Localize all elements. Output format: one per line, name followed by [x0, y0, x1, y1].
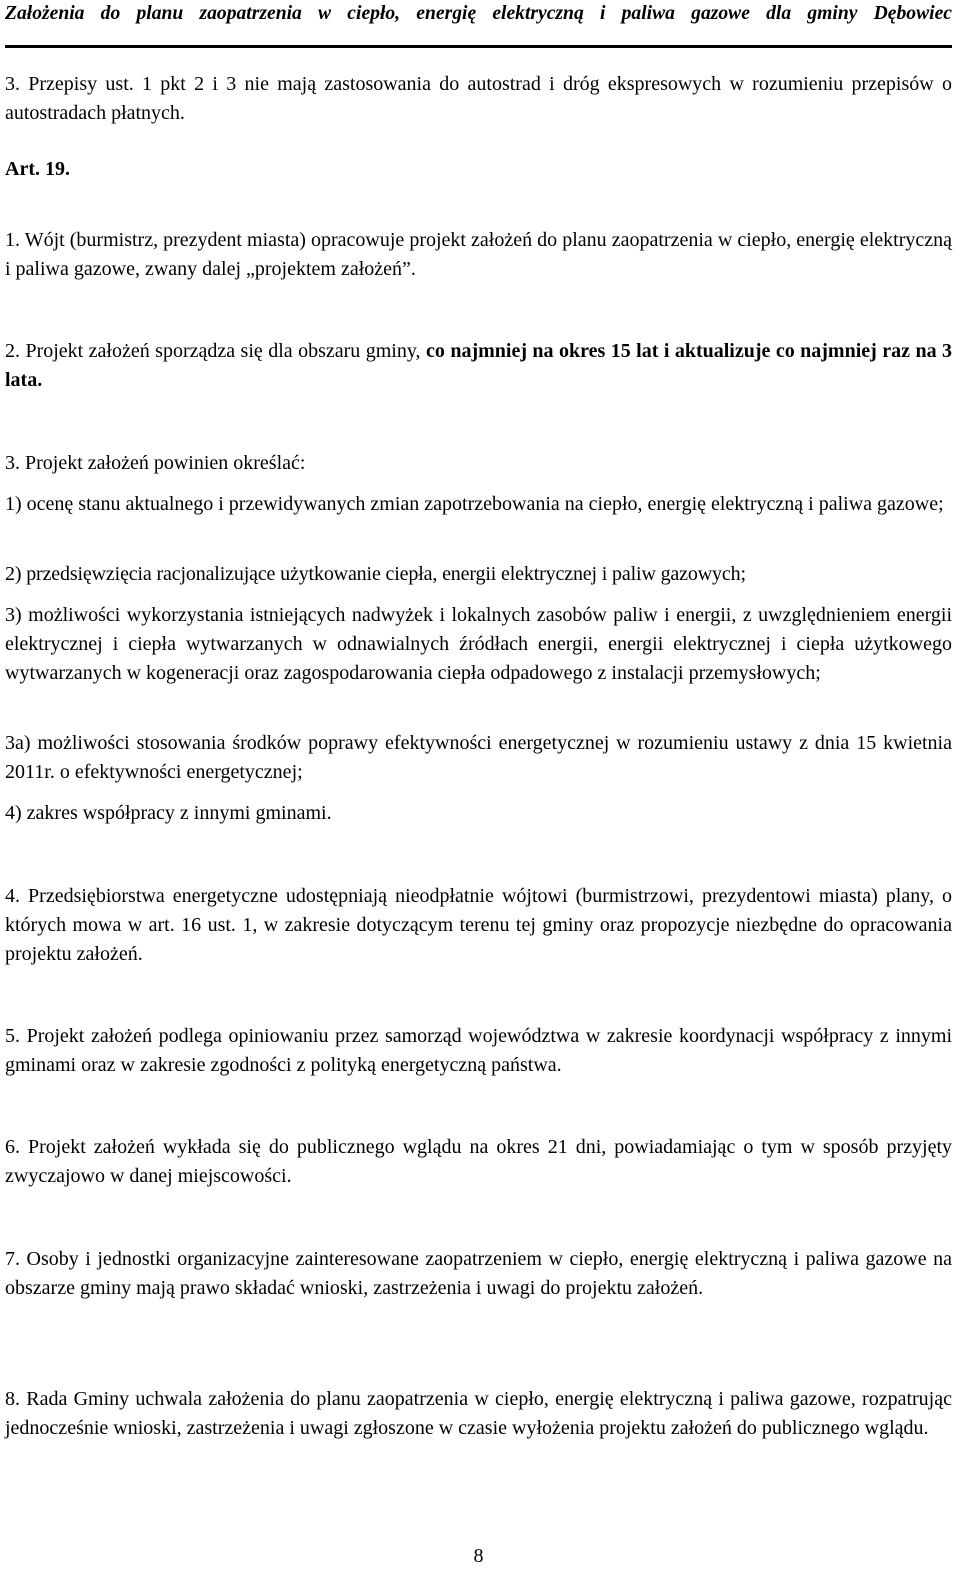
article-item-2-bold: co najmniej na okres 15 lat i aktualizuje co najmniej raz na 3 lata. [5, 340, 953, 391]
article-item-4: 4. Przedsiębiorstwa energetyczne udostępniają nieodpłatnie wójtowi (burmistrzowi, prezydentowi miasta) plany, o których mowa w art. 16 ust. 1, w zakresie dotyczącym terenu tej gminy oraz propozycje niezbędne do opracowania projektu założeń. [5, 885, 952, 965]
article-item-3-point-2: 2) przedsięwzięcia racjonalizujące użytkowanie ciepła, energii elektrycznej i paliw gazowych; [5, 563, 746, 585]
article-item-3-point-4: 4) zakres współpracy z innymi gminami. [5, 802, 332, 824]
paragraph-przepisy: 3. Przepisy ust. 1 pkt 2 i 3 nie mają zastosowania do autostrad i dróg ekspresowych w rozumieniu przepisów o autostradach płatnych. [5, 73, 952, 124]
article-item-7: 7. Osoby i jednostki organizacyjne zainteresowane zaopatrzeniem w ciepło, energię elektryczną i paliwa gazowe na obszarze gminy mają prawo składać wnioski, zastrzeżenia i uwagi do projektu założeń. [5, 1248, 952, 1299]
article-item-6: 6. Projekt założeń wykłada się do publicznego wglądu na okres 21 dni, powiadamiając o tym w sposób przyjęty zwyczajowo w danej miejscowości. [5, 1136, 952, 1187]
page-number: 8 [473, 1545, 484, 1567]
article-item-3-point-3a: 3a) możliwości stosowania środków poprawy efektywności energetycznej w rozumieniu ustawy z dnia 15 kwietnia 2011r. o efektywności energetycznej; [5, 732, 952, 783]
article-item-3-point-1: 1) ocenę stanu aktualnego i przewidywanych zmian zapotrzebowania na ciepło, energię elektryczną i paliwa gazowe; [5, 493, 944, 515]
article-item-3-point-3: 3) możliwości wykorzystania istniejących nadwyżek i lokalnych zasobów paliw i energii, z uwzględnieniem energii elektrycznej i ciepła wytwarzanych w odnawialnych źródłach energii, energii elektrycznej i ciepła użytkowego wytwarzanych w kogeneracji oraz zagospodarowania ciepła odpadowego z instalacji przemysłowych; [5, 604, 952, 684]
article-item-5: 5. Projekt założeń podlega opiniowaniu przez samorząd województwa w zakresie koordynacji współpracy z innymi gminami oraz w zakresie zgodności z polityką energetyczną państwa. [5, 1025, 952, 1076]
article-item-1: 1. Wójt (burmistrz, prezydent miasta) opracowuje projekt założeń do planu zaopatrzenia w ciepło, energię elektryczną i paliwa gazowe, zwany dalej „projektem założeń”. [5, 229, 952, 280]
article-item-2 [5, 337, 952, 395]
header-divider [5, 45, 952, 48]
article-heading: Art. 19. [5, 158, 70, 180]
running-header: Założenia do planu zaopatrzenia w ciepło, energię elektryczną i paliwa gazowe dla gminy Dębowiec [5, 3, 952, 24]
article-item-2-text: 2. Projekt założeń sporządza się dla obszaru gminy, [5, 340, 426, 362]
article-item-3-intro: 3. Projekt założeń powinien określać: [5, 452, 306, 474]
article-item-8: 8. Rada Gminy uchwala założenia do planu zaopatrzenia w ciepło, energię elektryczną i paliwa gazowe, rozpatrując jednocześnie wnioski, zastrzeżenia i uwagi zgłoszone w czasie wyłożenia projektu założeń do publicznego wglądu. [5, 1388, 952, 1439]
